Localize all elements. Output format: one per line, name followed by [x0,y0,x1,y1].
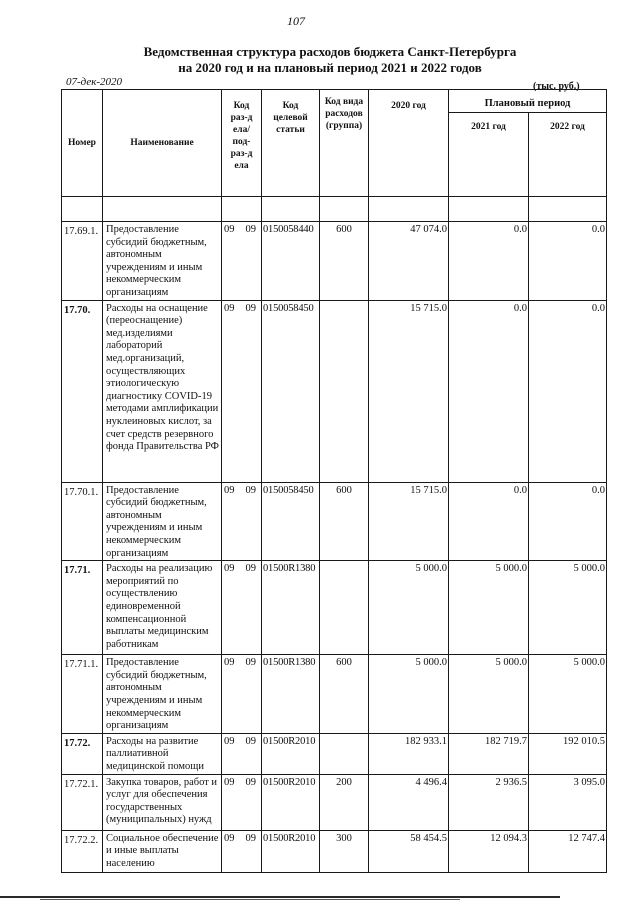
spacer-cell [369,197,449,222]
header-row [62,90,607,113]
row-target: 0150058450 [262,300,320,482]
table-row [62,561,607,655]
header-section-text: Код раз-дела/ под-раз-дела [230,101,253,171]
row-2020: 5 000.0 [369,655,449,734]
section-code: 09 [224,484,235,496]
page-number: 107 [287,14,305,28]
row-2022: 12 747.4 [529,830,607,872]
row-2022: 0.0 [529,482,607,561]
row-name: Расходы на реализацию мероприятий по осуществлению единовременной компенсационной выплаты медицинским работникам [103,561,222,655]
row-type [320,300,369,482]
subsection-code: 09 [245,832,256,844]
row-section [222,482,262,561]
subsection-code: 09 [245,776,256,788]
row-target: 01500R1380 [262,655,320,734]
spacer-row [62,197,607,222]
budget-table [61,89,607,873]
row-2021: 12 094.3 [449,830,529,872]
table-row [62,830,607,872]
row-name: Предоставление субсидий бюджетным, автономным учреждениям и иным некоммерческим организациям [103,655,222,734]
row-number: 17.71. [62,561,103,655]
spacer-cell [62,197,103,222]
row-2022: 3 095.0 [529,774,607,830]
header-planned-period: Плановый период [449,90,607,113]
row-2020: 58 454.5 [369,830,449,872]
scan-line [40,899,460,900]
row-number: 17.72. [62,733,103,774]
row-number: 17.72.1. [62,774,103,830]
spacer-cell [529,197,607,222]
row-2020: 182 933.1 [369,733,449,774]
subsection-code: 09 [245,735,256,747]
row-2020: 5 000.0 [369,561,449,655]
document-date: 07-дек-2020 [66,76,123,88]
row-section [222,830,262,872]
header-name: Наименование [103,90,222,197]
header-2020: 2020 год [369,90,449,197]
title-line-1: Ведомственная структура расходов бюджета Санкт-Петербурга [143,44,517,59]
row-2022: 0.0 [529,222,607,301]
subsection-code: 09 [245,224,256,235]
row-2022: 5 000.0 [529,655,607,734]
row-number: 17.69.1. [62,222,103,301]
row-number: 17.71.1. [62,655,103,734]
spacer-cell [103,197,222,222]
row-2021: 182 719.7 [449,733,529,774]
row-type: 600 [320,482,369,561]
scan-line [0,896,560,898]
spacer-cell [320,197,369,222]
table-row [62,774,607,830]
row-2021: 2 936.5 [449,774,529,830]
row-2022: 0.0 [529,300,607,482]
section-code: 09 [224,302,235,314]
table-row [62,655,607,734]
row-2022: 5 000.0 [529,561,607,655]
table-row [62,300,607,482]
row-target: 0150058440 [262,222,320,301]
row-number: 17.72.2. [62,830,103,872]
scan-edge-lines [0,896,640,902]
row-type: 200 [320,774,369,830]
subsection-code: 09 [245,657,256,669]
row-target: 01500R2010 [262,830,320,872]
row-section [222,655,262,734]
section-code: 09 [224,776,235,788]
row-target: 01500R2010 [262,733,320,774]
header-2021: 2021 год [449,113,529,197]
row-target: 0150058450 [262,482,320,561]
row-2021: 5 000.0 [449,655,529,734]
row-name: Предоставление субсидий бюджетным, автономным учреждениям и иным некоммерческим организациям [103,222,222,301]
section-code: 09 [224,657,235,669]
section-code: 09 [224,224,235,235]
document-title [120,44,540,76]
section-code: 09 [224,735,235,747]
header-expense-type-code [320,90,369,197]
row-number: 17.70.1. [62,482,103,561]
header-section-code [222,90,262,197]
table-row [62,733,607,774]
subsection-code: 09 [245,563,256,575]
subsection-code: 09 [245,484,256,496]
row-name: Расходы на оснащение (переоснащение) мед.изделиями лабораторий мед.организаций, осуществляющих этиологическую диагностику COVID-19 методами амплификации нуклеиновых кислот, за счет средств резервного фонда Правительства РФ [103,300,222,482]
row-2021: 0.0 [449,222,529,301]
header-type-text: Код вида расходов (группа) [324,97,364,131]
row-type: 600 [320,222,369,301]
row-name: Закупка товаров, работ и услуг для обеспечения государственных (муниципальных) нужд [103,774,222,830]
row-name: Социальное обеспечение и иные выплаты населению [103,830,222,872]
table-row [62,222,607,301]
row-section [222,300,262,482]
header-target-code [262,90,320,197]
row-type: 600 [320,655,369,734]
row-type: 300 [320,830,369,872]
section-code: 09 [224,832,235,844]
row-2021: 5 000.0 [449,561,529,655]
row-2021: 0.0 [449,482,529,561]
subsection-code: 09 [245,302,256,314]
section-code: 09 [224,563,235,575]
row-target: 01500R1380 [262,561,320,655]
spacer-cell [222,197,262,222]
row-number: 17.70. [62,300,103,482]
row-type [320,733,369,774]
title-line-2: на 2020 год и на плановый период 2021 и 2022 годов [178,60,482,75]
row-section [222,733,262,774]
row-2020: 47 074.0 [369,222,449,301]
header-target-text: Код целевой статьи [273,101,308,135]
spacer-cell [262,197,320,222]
row-2020: 15 715.0 [369,482,449,561]
row-section [222,222,262,301]
row-name: Расходы на развитие паллиативной медицинской помощи [103,733,222,774]
row-type [320,561,369,655]
row-target: 01500R2010 [262,774,320,830]
table-row [62,482,607,561]
row-2021: 0.0 [449,300,529,482]
units-label: (тыс. руб.) [533,81,580,92]
row-2020: 4 496.4 [369,774,449,830]
row-section [222,561,262,655]
row-2022: 192 010.5 [529,733,607,774]
row-name: Предоставление субсидий бюджетным, автономным учреждениям и иным некоммерческим организациям [103,482,222,561]
header-number: Номер [62,90,103,197]
spacer-cell [449,197,529,222]
row-2020: 15 715.0 [369,300,449,482]
header-2022: 2022 год [529,113,607,197]
row-section [222,774,262,830]
